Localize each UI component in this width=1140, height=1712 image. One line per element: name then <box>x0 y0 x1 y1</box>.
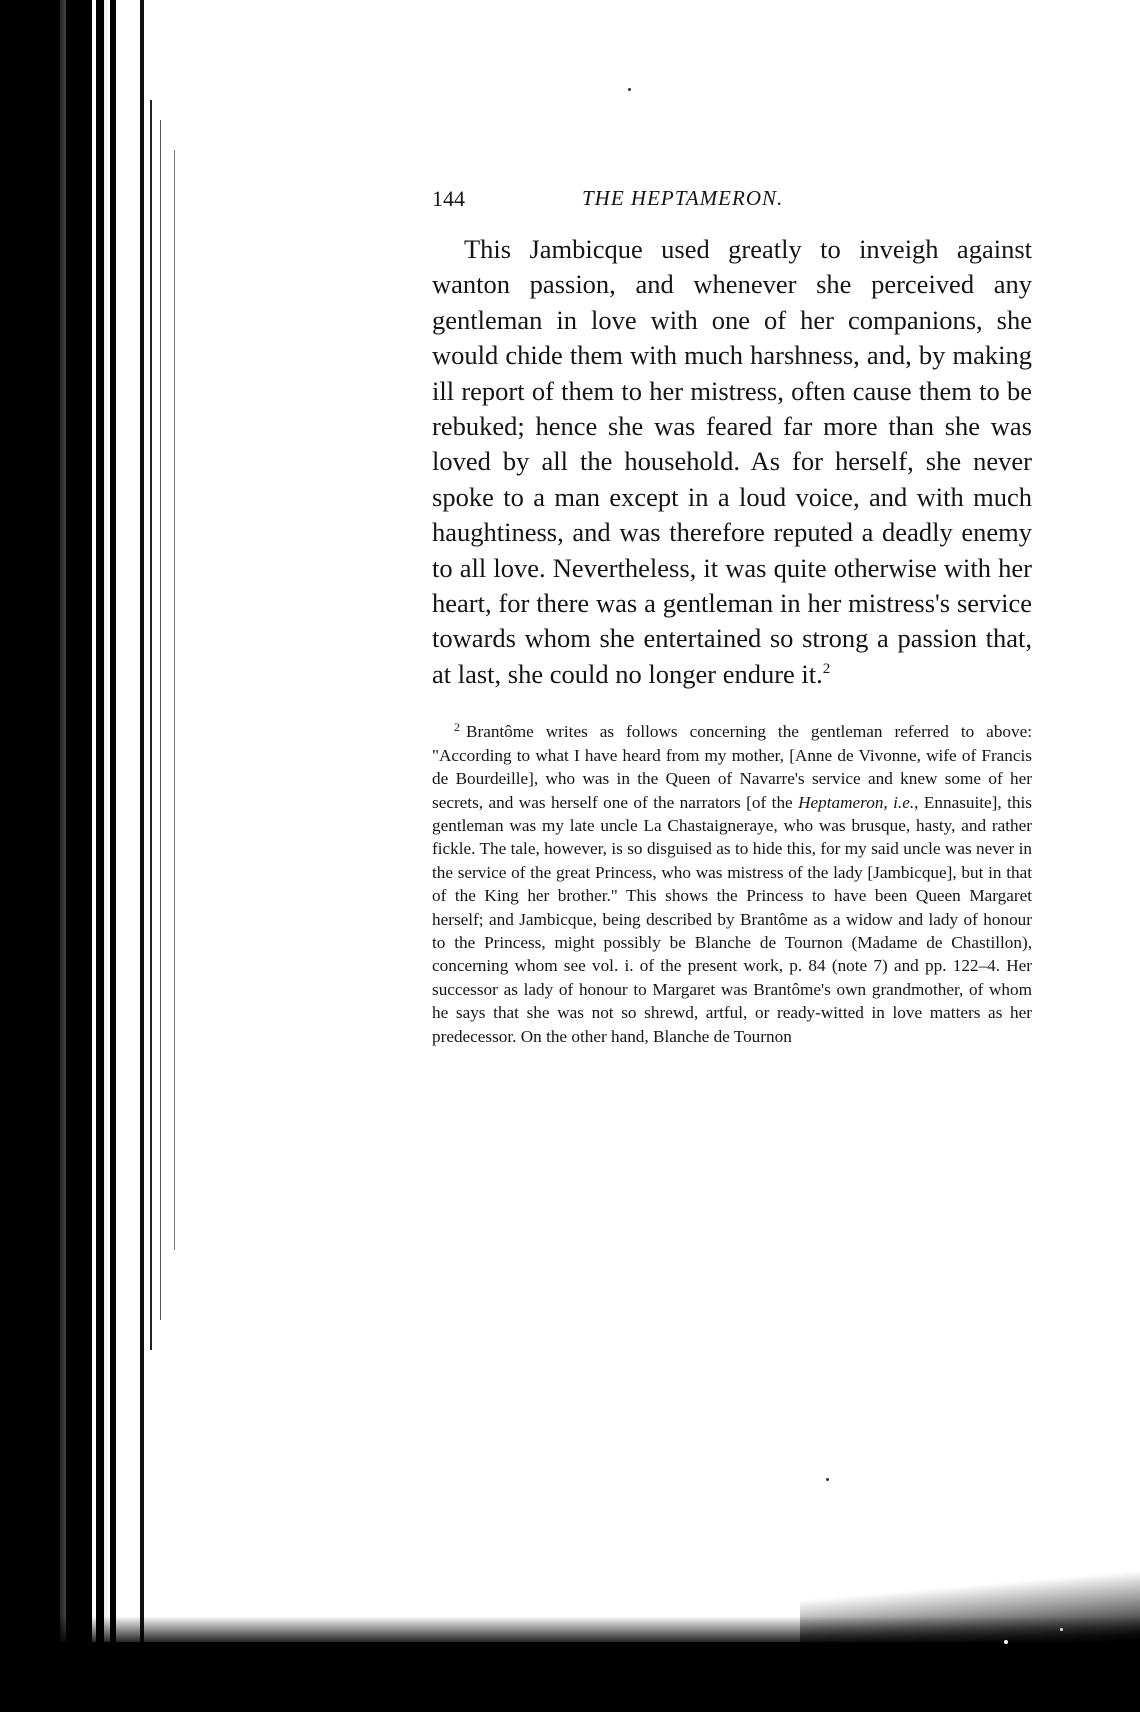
footnote-text-part1: Brantôme writes as follows concerning the gentleman referred to above: "According to what I have heard from my mother, [Anne de Vivonne, wife of Francis de Bourdeille], who was in the Queen of Navarre's service and knew some of her secrets, and was herself one of the narrators [of the <box>432 722 1032 812</box>
scan-speck <box>628 88 631 91</box>
footnote-mark: 2 <box>454 719 460 734</box>
gutter-shade <box>0 0 185 1712</box>
footnote-text-part2: , Ennasuite], this gentleman was my late uncle La Chastaigneraye, who was brusque, hasty, and rather fickle. The tale, however, is so disguised as to hide this, for my said uncle was never in the service of the great Princess, who was mistress of the lady [Jambicque], but in that of the King her brother." This shows the Princess to have been Queen Margaret herself; and Jambicque, being described by Brantôme as a widow and lady of honour to the Princess, might possibly be Blanche de Tournon (Madame de Chastillon), concerning whom see vol. i. of the present work, p. 84 (note 7) and pp. 122–4. Her successor as lady of honour to Margaret was Brantôme's own grandmother, of whom he says that she was not so shrewd, artful, or ready-witted in love matters as her predecessor. On the other hand, Blanche de Tournon <box>432 792 1032 1046</box>
gutter-line <box>150 100 152 1350</box>
scan-speck <box>826 1478 829 1481</box>
footnote-reference: 2 <box>822 661 831 678</box>
book-spine-gutter <box>0 0 185 1712</box>
page-curl-shadow <box>800 1552 1140 1642</box>
scan-bottom-band <box>0 1642 1140 1712</box>
page-number: 144 <box>432 186 465 211</box>
main-paragraph <box>432 232 1032 692</box>
running-head <box>432 180 1032 220</box>
paragraph-text: This Jambicque used greatly to inveigh against wanton passion, and whenever she perceived any gentleman in love with one of her companions, she would chide them with much harshness, and, by making ill report of them to her mistress, often cause them to be rebuked; hence she was feared far more than she was loved by all the household. As for herself, she never spoke to a man except in a loud voice, and with much haughtiness, and was therefore reputed a deadly enemy to all love. Nevertheless, it was quite otherwise with her heart, for there was a gentleman in her mistress's service towards whom she entertained so strong a passion that, at last, she could no longer endure it. <box>432 234 1032 689</box>
scan-speck <box>1060 1628 1063 1631</box>
running-title: THE HEPTAMERON. <box>582 186 784 210</box>
scan-speck <box>1004 1640 1008 1644</box>
gutter-line <box>174 150 175 1250</box>
footnote-italic-title: Heptameron, i.e. <box>798 792 915 812</box>
book-page <box>432 180 1032 1065</box>
footnote <box>432 720 1032 1048</box>
gutter-line <box>160 120 161 1320</box>
